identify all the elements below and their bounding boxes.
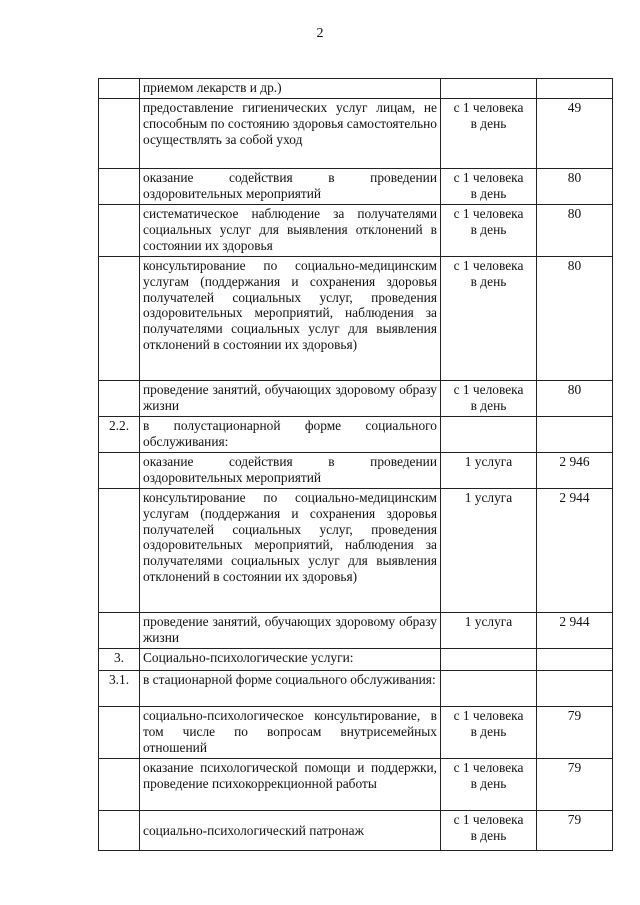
table-row: [99, 79, 613, 99]
unit-cell: [441, 381, 537, 417]
unit-line: с 1 человека: [453, 100, 524, 115]
unit-line: в день: [470, 115, 507, 131]
price-cell: 2 944: [537, 613, 613, 649]
section-title: в полустационарной форме социального обслуживания:: [140, 417, 441, 453]
row-number: [99, 99, 140, 169]
table-row: [99, 759, 613, 811]
section-title: Социально-психологические услуги:: [140, 649, 441, 671]
price-cell: 80: [537, 257, 613, 381]
service-name: консультирование по социально-медицинским услугам (поддержания и сохранения здоровья получателей социальных услуг, проведения оздоровительных мероприятий, наблюдения за получателями социальных услуг для выявления отклонений в состоянии их здоровья): [140, 257, 441, 381]
unit-cell: [441, 811, 537, 851]
table-row: [99, 671, 613, 707]
table-row: [99, 707, 613, 759]
unit-line: с 1 человека: [453, 382, 524, 397]
unit-cell: [441, 759, 537, 811]
price-cell: 79: [537, 811, 613, 851]
unit-line: 1 услуга: [464, 454, 513, 469]
service-name: оказание содействия в проведении оздоровительных мероприятий: [140, 453, 441, 489]
service-name: социально-психологическое консультирование, в том числе по вопросам внутрисемейных отношений: [140, 707, 441, 759]
table-row: [99, 649, 613, 671]
unit-cell: [441, 417, 537, 453]
price-cell: [537, 417, 613, 453]
unit-line: в день: [470, 221, 507, 237]
services-table: [98, 78, 613, 851]
unit-cell: [441, 649, 537, 671]
service-name: проведение занятий, обучающих здоровому образу жизни: [140, 381, 441, 417]
row-number: [99, 169, 140, 205]
unit-line: в день: [470, 273, 507, 289]
unit-cell: [441, 489, 537, 613]
unit-cell: [441, 99, 537, 169]
table-row: [99, 811, 613, 851]
table-row: [99, 205, 613, 257]
unit-line: с 1 человека: [453, 170, 524, 185]
row-number: [99, 811, 140, 851]
unit-line: в день: [470, 827, 507, 843]
service-name: приемом лекарств и др.): [140, 79, 441, 99]
unit-cell: [441, 205, 537, 257]
price-cell: [537, 671, 613, 707]
service-name: оказание содействия в проведении оздоровительных мероприятий: [140, 169, 441, 205]
row-number: [99, 453, 140, 489]
row-number: [99, 381, 140, 417]
unit-line: с 1 человека: [453, 258, 524, 273]
price-cell: 80: [537, 381, 613, 417]
unit-line: в день: [470, 397, 507, 413]
unit-line: 1 услуга: [464, 490, 513, 505]
unit-line: в день: [470, 775, 507, 791]
service-name: оказание психологической помощи и поддержки, проведение психокоррекционной работы: [140, 759, 441, 811]
section-title: в стационарной форме социального обслуживания:: [140, 671, 441, 707]
service-name: консультирование по социально-медицинским услугам (поддержания и сохранения здоровья получателей социальных услуг, проведения оздоровительных мероприятий, наблюдения за получателями социальных услуг для выявления отклонений в состоянии их здоровья): [140, 489, 441, 613]
table-row: [99, 489, 613, 613]
table-row: [99, 417, 613, 453]
price-cell: 80: [537, 205, 613, 257]
unit-line: с 1 человека: [453, 708, 524, 723]
row-number: 2.2.: [99, 417, 140, 453]
row-number: [99, 489, 140, 613]
price-cell: [537, 649, 613, 671]
table-row: [99, 381, 613, 417]
row-number: [99, 707, 140, 759]
service-name: социально-психологический патронаж: [140, 811, 441, 851]
row-number: 3.: [99, 649, 140, 671]
price-cell: 79: [537, 707, 613, 759]
unit-cell: [441, 79, 537, 99]
price-cell: [537, 79, 613, 99]
unit-cell: [441, 169, 537, 205]
unit-cell: [441, 453, 537, 489]
unit-line: 1 услуга: [464, 614, 513, 629]
table-row: [99, 613, 613, 649]
service-name: проведение занятий, обучающих здоровому образу жизни: [140, 613, 441, 649]
table-row: [99, 99, 613, 169]
unit-line: в день: [470, 723, 507, 739]
price-cell: 2 946: [537, 453, 613, 489]
unit-line: с 1 человека: [453, 760, 524, 775]
row-number: 3.1.: [99, 671, 140, 707]
row-number: [99, 759, 140, 811]
row-number: [99, 613, 140, 649]
unit-line: с 1 человека: [453, 206, 524, 221]
unit-line: в день: [470, 185, 507, 201]
service-name: предоставление гигиенических услуг лицам, не способным по состоянию здоровья самостоятельно осуществлять за собой уход: [140, 99, 441, 169]
price-cell: 79: [537, 759, 613, 811]
price-cell: 80: [537, 169, 613, 205]
page-number: 2: [316, 26, 324, 41]
unit-cell: [441, 613, 537, 649]
unit-line: с 1 человека: [453, 812, 524, 827]
table-row: [99, 257, 613, 381]
table-row: [99, 453, 613, 489]
row-number: [99, 257, 140, 381]
unit-cell: [441, 707, 537, 759]
unit-cell: [441, 257, 537, 381]
service-name: систематическое наблюдение за получателями социальных услуг для выявления отклонений в состоянии их здоровья: [140, 205, 441, 257]
unit-cell: [441, 671, 537, 707]
row-number: [99, 79, 140, 99]
price-cell: 49: [537, 99, 613, 169]
price-cell: 2 944: [537, 489, 613, 613]
row-number: [99, 205, 140, 257]
table-row: [99, 169, 613, 205]
